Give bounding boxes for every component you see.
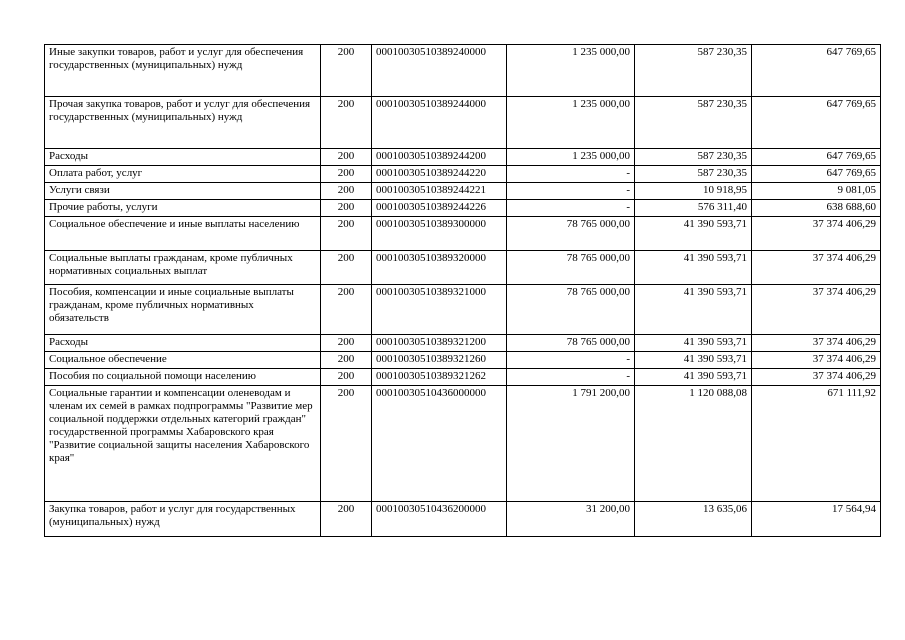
cell-classification-code: 00010030510389321260: [372, 352, 507, 369]
cell-classification-code: 00010030510389244000: [372, 97, 507, 149]
cell-unexecuted-amount: 647 769,65: [752, 97, 881, 149]
table-row: [45, 285, 881, 335]
cell-indicator-name: Социальное обеспечение: [45, 352, 321, 369]
cell-executed-amount: 41 390 593,71: [635, 335, 752, 352]
cell-unexecuted-amount: 638 688,60: [752, 200, 881, 217]
table-row: [45, 251, 881, 285]
cell-classification-code: 00010030510389320000: [372, 251, 507, 285]
cell-classification-code: 00010030510389321262: [372, 369, 507, 386]
cell-indicator-name: Расходы: [45, 335, 321, 352]
cell-approved-amount: 1 791 200,00: [507, 386, 635, 502]
cell-classification-code: 00010030510389244200: [372, 149, 507, 166]
cell-classification-code: 00010030510389321000: [372, 285, 507, 335]
cell-classification-code: 00010030510389244226: [372, 200, 507, 217]
cell-classification-code: 00010030510389244221: [372, 183, 507, 200]
cell-indicator-name: Прочая закупка товаров, работ и услуг для обеспечения государственных (муниципальных) нужд: [45, 97, 321, 149]
table-row: [45, 217, 881, 251]
table-row: [45, 502, 881, 537]
cell-approved-amount: 78 765 000,00: [507, 217, 635, 251]
cell-line-code: 200: [321, 97, 372, 149]
table-body: [45, 45, 881, 537]
cell-indicator-name: Оплата работ, услуг: [45, 166, 321, 183]
cell-line-code: 200: [321, 149, 372, 166]
table-row: [45, 166, 881, 183]
cell-classification-code: 00010030510389300000: [372, 217, 507, 251]
cell-approved-amount: -: [507, 369, 635, 386]
table-row: [45, 149, 881, 166]
cell-classification-code: 00010030510389244220: [372, 166, 507, 183]
cell-executed-amount: 41 390 593,71: [635, 251, 752, 285]
cell-line-code: 200: [321, 386, 372, 502]
cell-unexecuted-amount: 9 081,05: [752, 183, 881, 200]
cell-executed-amount: 41 390 593,71: [635, 217, 752, 251]
cell-unexecuted-amount: 647 769,65: [752, 149, 881, 166]
cell-approved-amount: -: [507, 183, 635, 200]
cell-line-code: 200: [321, 45, 372, 97]
cell-line-code: 200: [321, 166, 372, 183]
cell-approved-amount: 78 765 000,00: [507, 335, 635, 352]
cell-executed-amount: 1 120 088,08: [635, 386, 752, 502]
table-row: [45, 369, 881, 386]
cell-indicator-name: Расходы: [45, 149, 321, 166]
cell-line-code: 200: [321, 335, 372, 352]
cell-executed-amount: 587 230,35: [635, 166, 752, 183]
table-row: [45, 97, 881, 149]
cell-line-code: 200: [321, 183, 372, 200]
cell-executed-amount: 587 230,35: [635, 149, 752, 166]
cell-unexecuted-amount: 37 374 406,29: [752, 217, 881, 251]
cell-indicator-name: Услуги связи: [45, 183, 321, 200]
cell-executed-amount: 576 311,40: [635, 200, 752, 217]
cell-indicator-name: Социальные гарантии и компенсации оленеводам и членам их семей в рамках подпрограммы "Развитие мер социальной поддержки отдельных категорий граждан" государственной программы Хабаровского края "Развитие социальной защиты населения Хабаровского края": [45, 386, 321, 502]
table-row: [45, 200, 881, 217]
cell-unexecuted-amount: 671 111,92: [752, 386, 881, 502]
table-row: [45, 352, 881, 369]
cell-unexecuted-amount: 37 374 406,29: [752, 369, 881, 386]
cell-line-code: 200: [321, 285, 372, 335]
cell-approved-amount: 78 765 000,00: [507, 251, 635, 285]
cell-unexecuted-amount: 17 564,94: [752, 502, 881, 537]
table-row: [45, 386, 881, 502]
table-row: [45, 45, 881, 97]
cell-line-code: 200: [321, 352, 372, 369]
cell-classification-code: 00010030510436000000: [372, 386, 507, 502]
cell-executed-amount: 13 635,06: [635, 502, 752, 537]
table-row: [45, 183, 881, 200]
cell-unexecuted-amount: 37 374 406,29: [752, 251, 881, 285]
budget-execution-table: [44, 44, 881, 537]
cell-approved-amount: 31 200,00: [507, 502, 635, 537]
cell-indicator-name: Закупка товаров, работ и услуг для государственных (муниципальных) нужд: [45, 502, 321, 537]
cell-indicator-name: Иные закупки товаров, работ и услуг для обеспечения государственных (муниципальных) нужд: [45, 45, 321, 97]
cell-indicator-name: Социальные выплаты гражданам, кроме публичных нормативных социальных выплат: [45, 251, 321, 285]
cell-indicator-name: Пособия, компенсации и иные социальные выплаты гражданам, кроме публичных нормативных обязательств: [45, 285, 321, 335]
cell-classification-code: 00010030510389240000: [372, 45, 507, 97]
cell-indicator-name: Пособия по социальной помощи населению: [45, 369, 321, 386]
cell-line-code: 200: [321, 502, 372, 537]
cell-unexecuted-amount: 647 769,65: [752, 45, 881, 97]
cell-executed-amount: 10 918,95: [635, 183, 752, 200]
cell-unexecuted-amount: 37 374 406,29: [752, 285, 881, 335]
cell-line-code: 200: [321, 251, 372, 285]
cell-line-code: 200: [321, 217, 372, 251]
cell-line-code: 200: [321, 369, 372, 386]
cell-classification-code: 00010030510389321200: [372, 335, 507, 352]
cell-executed-amount: 587 230,35: [635, 45, 752, 97]
cell-approved-amount: 78 765 000,00: [507, 285, 635, 335]
cell-indicator-name: Социальное обеспечение и иные выплаты населению: [45, 217, 321, 251]
cell-approved-amount: 1 235 000,00: [507, 97, 635, 149]
cell-approved-amount: 1 235 000,00: [507, 45, 635, 97]
cell-executed-amount: 41 390 593,71: [635, 352, 752, 369]
cell-classification-code: 00010030510436200000: [372, 502, 507, 537]
cell-executed-amount: 41 390 593,71: [635, 369, 752, 386]
table-row: [45, 335, 881, 352]
cell-indicator-name: Прочие работы, услуги: [45, 200, 321, 217]
cell-approved-amount: -: [507, 200, 635, 217]
cell-unexecuted-amount: 37 374 406,29: [752, 352, 881, 369]
cell-unexecuted-amount: 37 374 406,29: [752, 335, 881, 352]
cell-line-code: 200: [321, 200, 372, 217]
cell-approved-amount: 1 235 000,00: [507, 149, 635, 166]
cell-executed-amount: 587 230,35: [635, 97, 752, 149]
cell-executed-amount: 41 390 593,71: [635, 285, 752, 335]
cell-approved-amount: -: [507, 352, 635, 369]
cell-unexecuted-amount: 647 769,65: [752, 166, 881, 183]
cell-approved-amount: -: [507, 166, 635, 183]
